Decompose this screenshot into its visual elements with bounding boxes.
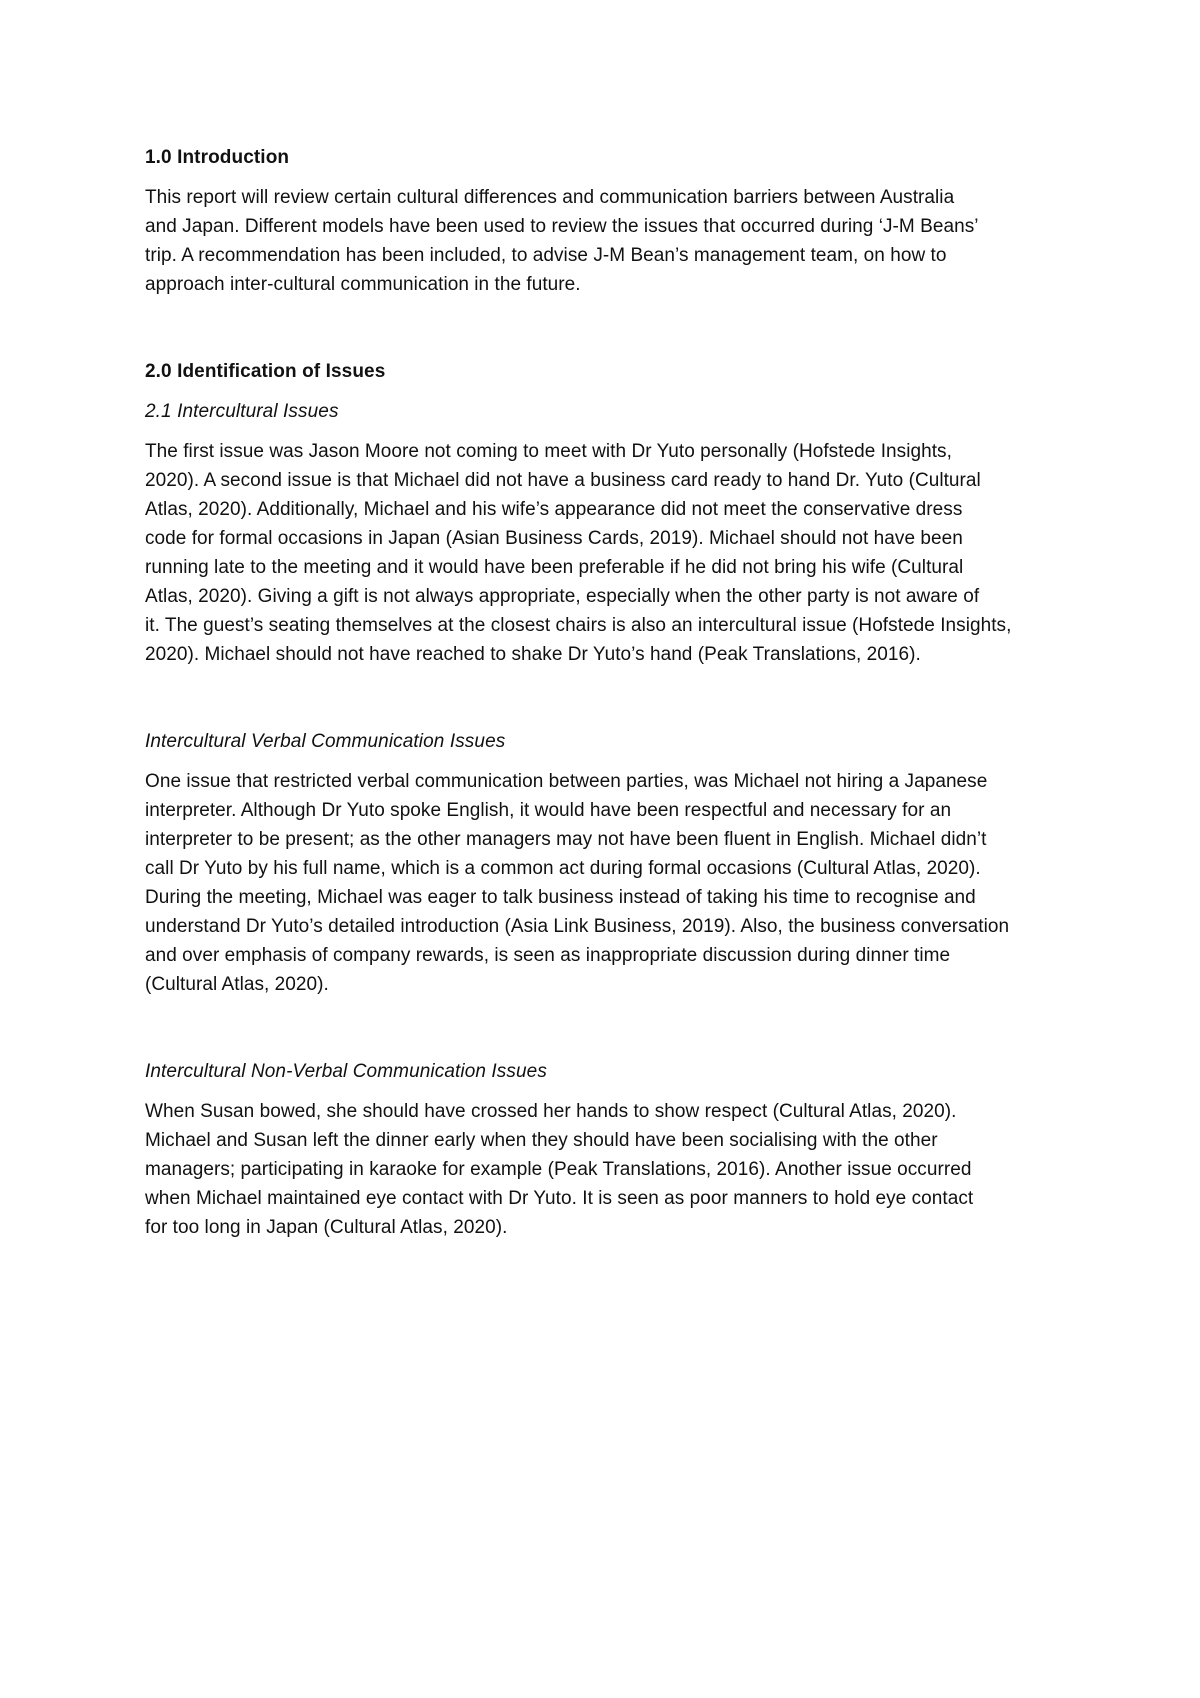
text-line: and Japan. Different models have been used to review the issues that occurred during ‘J-M Beans’ xyxy=(145,216,979,237)
paragraph-non-verbal-communication-issues xyxy=(145,1097,1070,1242)
text-line: During the meeting, Michael was eager to talk business instead of taking his time to recognise and xyxy=(145,887,976,908)
section-spacer xyxy=(145,299,1070,357)
text-line: 2020). Michael should not have reached to shake Dr Yuto’s hand (Peak Translations, 2016). xyxy=(145,644,921,665)
section-spacer xyxy=(145,999,1070,1057)
text-line: code for formal occasions in Japan (Asian Business Cards, 2019). Michael should not have been xyxy=(145,528,963,549)
paragraph-introduction xyxy=(145,183,1070,299)
text-line: call Dr Yuto by his full name, which is a common act during formal occasions (Cultural Atlas, 2020). xyxy=(145,858,981,879)
subheading-intercultural-issues: 2.1 Intercultural Issues xyxy=(145,401,339,422)
paragraph-intercultural-issues xyxy=(145,437,1070,669)
subheading-verbal-communication-issues: Intercultural Verbal Communication Issues xyxy=(145,731,506,752)
heading-introduction: 1.0 Introduction xyxy=(145,147,290,168)
text-line: managers; participating in karaoke for example (Peak Translations, 2016). Another issue occurred xyxy=(145,1159,972,1180)
text-line: Atlas, 2020). Giving a gift is not always appropriate, especially when the other party is not aware of xyxy=(145,586,980,607)
text-line: Atlas, 2020). Additionally, Michael and his wife’s appearance did not meet the conservative dress xyxy=(145,499,963,520)
text-line: Michael and Susan left the dinner early when they should have been socialising with the other xyxy=(145,1130,938,1151)
text-line: interpreter to be present; as the other managers may not have been fluent in English. Michael didn’t xyxy=(145,829,987,850)
text-line: One issue that restricted verbal communication between parties, was Michael not hiring a Japanese xyxy=(145,771,988,792)
heading-identification-of-issues: 2.0 Identification of Issues xyxy=(145,361,386,382)
text-line: This report will review certain cultural differences and communication barriers between Australia xyxy=(145,187,955,208)
text-line: running late to the meeting and it would have been preferable if he did not bring his wife (Cultural xyxy=(145,557,964,578)
section-spacer xyxy=(145,669,1070,727)
text-line: trip. A recommendation has been included, to advise J-M Bean’s management team, on how to xyxy=(145,245,947,266)
text-line: The first issue was Jason Moore not coming to meet with Dr Yuto personally (Hofstede Insights, xyxy=(145,441,952,462)
text-line: interpreter. Although Dr Yuto spoke English, it would have been respectful and necessary for an xyxy=(145,800,952,821)
text-line: it. The guest’s seating themselves at the closest chairs is also an intercultural issue (Hofstede Insights, xyxy=(145,615,1012,636)
document-body xyxy=(145,143,1070,1242)
text-line: when Michael maintained eye contact with Dr Yuto. It is seen as poor manners to hold eye contact xyxy=(145,1188,974,1209)
text-line: 2020). A second issue is that Michael did not have a business card ready to hand Dr. Yuto (Cultural xyxy=(145,470,981,491)
text-line: and over emphasis of company rewards, is seen as inappropriate discussion during dinner time xyxy=(145,945,951,966)
text-line: (Cultural Atlas, 2020). xyxy=(145,974,329,995)
paragraph-verbal-communication-issues xyxy=(145,767,1070,999)
text-line: for too long in Japan (Cultural Atlas, 2020). xyxy=(145,1217,508,1238)
text-line: When Susan bowed, she should have crossed her hands to show respect (Cultural Atlas, 2020). xyxy=(145,1101,957,1122)
subheading-non-verbal-communication-issues: Intercultural Non-Verbal Communication Issues xyxy=(145,1061,547,1082)
text-line: understand Dr Yuto’s detailed introduction (Asia Link Business, 2019). Also, the business conversation xyxy=(145,916,1010,937)
text-line: approach inter-cultural communication in the future. xyxy=(145,274,581,295)
